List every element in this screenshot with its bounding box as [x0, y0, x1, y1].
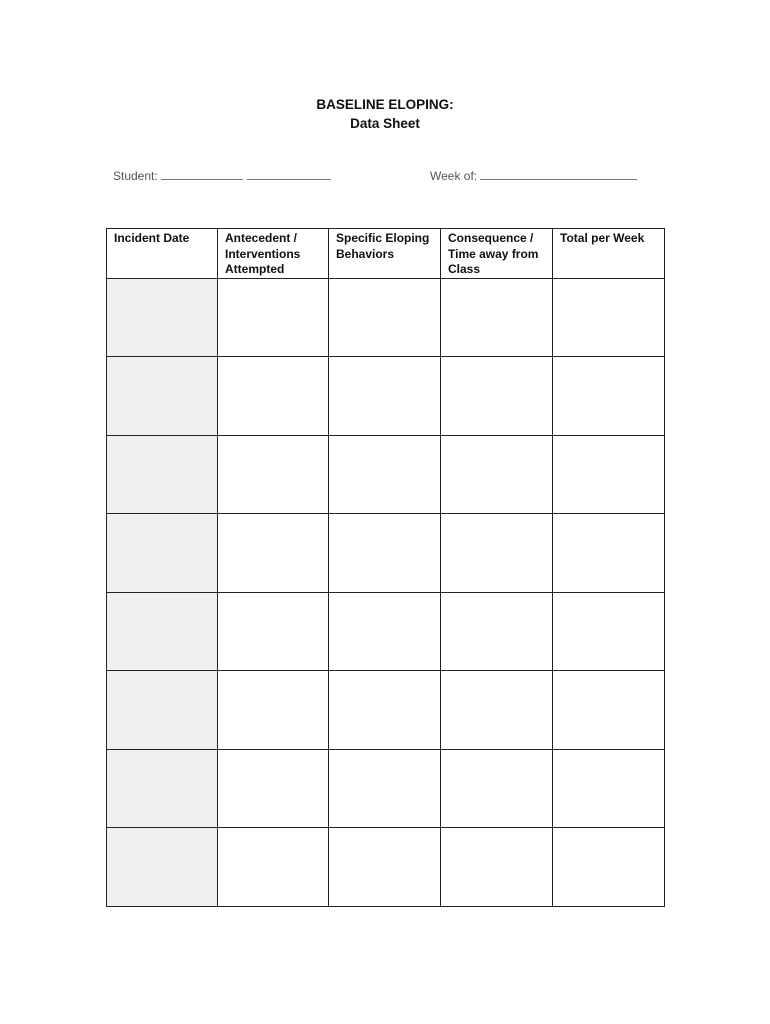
table-row [107, 671, 665, 750]
behaviors-cell[interactable] [329, 671, 441, 750]
incident-date-cell[interactable] [107, 592, 218, 671]
student-field [113, 167, 331, 183]
behaviors-cell[interactable] [329, 357, 441, 436]
incident-date-cell[interactable] [107, 671, 218, 750]
total-cell[interactable] [553, 357, 665, 436]
total-cell[interactable] [553, 671, 665, 750]
header-incident-date: Incident Date [107, 229, 218, 279]
total-cell[interactable] [553, 278, 665, 357]
antecedent-cell[interactable] [218, 828, 329, 907]
header-consequence: Consequence / Time away from Class [441, 229, 553, 279]
behaviors-cell[interactable] [329, 278, 441, 357]
behaviors-cell[interactable] [329, 435, 441, 514]
document-subtitle: Data Sheet [350, 116, 420, 131]
table-row [107, 828, 665, 907]
header-antecedent: Antecedent / Interventions Attempted [218, 229, 329, 279]
total-cell[interactable] [553, 749, 665, 828]
incident-date-cell[interactable] [107, 514, 218, 593]
antecedent-cell[interactable] [218, 592, 329, 671]
incident-date-cell[interactable] [107, 828, 218, 907]
behaviors-cell[interactable] [329, 749, 441, 828]
student-last-blank[interactable] [247, 167, 331, 180]
antecedent-cell[interactable] [218, 749, 329, 828]
table-row [107, 357, 665, 436]
antecedent-cell[interactable] [218, 278, 329, 357]
header-total-per-week: Total per Week [553, 229, 665, 279]
consequence-cell[interactable] [441, 514, 553, 593]
table-header-row [107, 229, 665, 279]
table-row [107, 435, 665, 514]
table-row [107, 592, 665, 671]
incident-date-cell[interactable] [107, 357, 218, 436]
antecedent-cell[interactable] [218, 514, 329, 593]
table-row [107, 749, 665, 828]
student-label: Student: [113, 169, 158, 183]
behaviors-cell[interactable] [329, 514, 441, 593]
week-blank[interactable] [480, 167, 637, 180]
total-cell[interactable] [553, 592, 665, 671]
antecedent-cell[interactable] [218, 357, 329, 436]
header-eloping-behaviors: Specific Eloping Behaviors [329, 229, 441, 279]
antecedent-cell[interactable] [218, 671, 329, 750]
antecedent-cell[interactable] [218, 435, 329, 514]
consequence-cell[interactable] [441, 278, 553, 357]
document-title: BASELINE ELOPING: [316, 97, 454, 112]
incident-date-cell[interactable] [107, 278, 218, 357]
consequence-cell[interactable] [441, 592, 553, 671]
behaviors-cell[interactable] [329, 828, 441, 907]
table-row [107, 278, 665, 357]
consequence-cell[interactable] [441, 671, 553, 750]
behaviors-cell[interactable] [329, 592, 441, 671]
week-label: Week of: [430, 169, 478, 183]
consequence-cell[interactable] [441, 435, 553, 514]
consequence-cell[interactable] [441, 828, 553, 907]
table-row [107, 514, 665, 593]
total-cell[interactable] [553, 828, 665, 907]
data-table [106, 228, 665, 907]
incident-date-cell[interactable] [107, 749, 218, 828]
incident-date-cell[interactable] [107, 435, 218, 514]
consequence-cell[interactable] [441, 749, 553, 828]
student-first-blank[interactable] [161, 167, 243, 180]
week-field [430, 167, 637, 183]
total-cell[interactable] [553, 514, 665, 593]
consequence-cell[interactable] [441, 357, 553, 436]
total-cell[interactable] [553, 435, 665, 514]
